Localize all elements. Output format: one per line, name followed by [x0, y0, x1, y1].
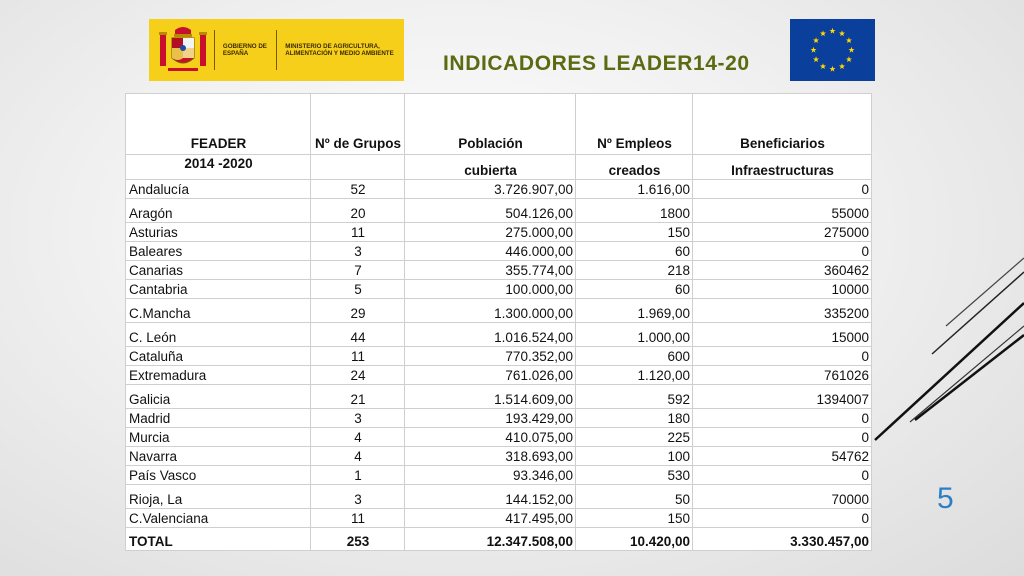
grupos-cell: 1 — [311, 466, 405, 485]
empleos-cell: 150 — [576, 509, 693, 528]
region-cell: Aragón — [126, 199, 311, 223]
region-cell: Andalucía — [126, 180, 311, 199]
header-empleos: Nº Empleos — [576, 94, 693, 155]
empleos-cell: 100 — [576, 447, 693, 466]
region-cell: Murcia — [126, 428, 311, 447]
empleos-cell: 60 — [576, 242, 693, 261]
beneficiarios-cell: 360462 — [693, 261, 872, 280]
poblacion-cell: 417.495,00 — [405, 509, 576, 528]
beneficiarios-cell: 761026 — [693, 366, 872, 385]
poblacion-cell: 318.693,00 — [405, 447, 576, 466]
grupos-cell: 24 — [311, 366, 405, 385]
grupos-cell: 3 — [311, 409, 405, 428]
poblacion-cell: 446.000,00 — [405, 242, 576, 261]
page-number: 5 — [937, 482, 954, 515]
header-grupos: Nº de Grupos — [311, 94, 405, 155]
grupos-cell: 11 — [311, 223, 405, 242]
empleos-cell: 180 — [576, 409, 693, 428]
header-beneficiarios: Beneficiarios — [693, 94, 872, 155]
region-cell: País Vasco — [126, 466, 311, 485]
poblacion-cell: 100.000,00 — [405, 280, 576, 299]
empleos-cell: 225 — [576, 428, 693, 447]
beneficiarios-cell: 10000 — [693, 280, 872, 299]
region-cell: Baleares — [126, 242, 311, 261]
empleos-cell: 150 — [576, 223, 693, 242]
total-cell: 3.330.457,00 — [693, 528, 872, 551]
poblacion-cell: 355.774,00 — [405, 261, 576, 280]
gobierno-label: GOBIERNO DE ESPAÑA — [222, 43, 267, 57]
ministerio-label: MINISTERIO DE AGRICULTURA, ALIMENTACIÓN Y MEDIO AMBIENTE — [285, 43, 394, 57]
empleos-cell: 50 — [576, 485, 693, 509]
poblacion-cell: 144.152,00 — [405, 485, 576, 509]
grupos-cell: 4 — [311, 447, 405, 466]
grupos-cell: 3 — [311, 242, 405, 261]
grupos-cell: 11 — [311, 509, 405, 528]
grupos-cell: 21 — [311, 385, 405, 409]
beneficiarios-cell: 55000 — [693, 199, 872, 223]
poblacion-cell: 770.352,00 — [405, 347, 576, 366]
region-cell: Cataluña — [126, 347, 311, 366]
header-infraestructuras: Infraestructuras — [693, 155, 872, 180]
empleos-cell: 1.969,00 — [576, 299, 693, 323]
grupos-cell: 11 — [311, 347, 405, 366]
grupos-cell: 7 — [311, 261, 405, 280]
beneficiarios-cell: 1394007 — [693, 385, 872, 409]
empleos-cell: 1.000,00 — [576, 323, 693, 347]
beneficiarios-cell: 0 — [693, 466, 872, 485]
beneficiarios-cell: 335200 — [693, 299, 872, 323]
poblacion-cell: 410.075,00 — [405, 428, 576, 447]
empleos-cell: 1.120,00 — [576, 366, 693, 385]
empleos-cell: 60 — [576, 280, 693, 299]
beneficiarios-cell: 70000 — [693, 485, 872, 509]
region-cell: C.Mancha — [126, 299, 311, 323]
region-cell: Galicia — [126, 385, 311, 409]
poblacion-cell: 504.126,00 — [405, 199, 576, 223]
beneficiarios-cell: 0 — [693, 409, 872, 428]
empleos-cell: 218 — [576, 261, 693, 280]
region-cell: Asturias — [126, 223, 311, 242]
region-cell: Cantabria — [126, 280, 311, 299]
grupos-cell: 3 — [311, 485, 405, 509]
region-cell: C. León — [126, 323, 311, 347]
grupos-cell: 29 — [311, 299, 405, 323]
empleos-cell: 592 — [576, 385, 693, 409]
beneficiarios-cell: 0 — [693, 509, 872, 528]
poblacion-cell: 1.300.000,00 — [405, 299, 576, 323]
region-cell: Extremadura — [126, 366, 311, 385]
region-cell: Madrid — [126, 409, 311, 428]
total-cell: 253 — [311, 528, 405, 551]
total-cell: 12.347.508,00 — [405, 528, 576, 551]
poblacion-cell: 275.000,00 — [405, 223, 576, 242]
region-cell: C.Valenciana — [126, 509, 311, 528]
grupos-cell: 44 — [311, 323, 405, 347]
region-cell: Rioja, La — [126, 485, 311, 509]
empleos-cell: 530 — [576, 466, 693, 485]
poblacion-cell: 761.026,00 — [405, 366, 576, 385]
page-title: INDICADORES LEADER14-20 — [443, 52, 750, 75]
empleos-cell: 600 — [576, 347, 693, 366]
grupos-cell: 20 — [311, 199, 405, 223]
total-cell: TOTAL — [126, 528, 311, 551]
grupos-cell: 4 — [311, 428, 405, 447]
beneficiarios-cell: 0 — [693, 428, 872, 447]
header-feader: FEADER — [126, 94, 311, 155]
header-cubierta: cubierta — [405, 155, 576, 180]
poblacion-cell: 193.429,00 — [405, 409, 576, 428]
header-poblacion: Población — [405, 94, 576, 155]
header-period: 2014 -2020 — [126, 155, 311, 180]
beneficiarios-cell: 15000 — [693, 323, 872, 347]
empleos-cell: 1800 — [576, 199, 693, 223]
region-cell: Navarra — [126, 447, 311, 466]
total-cell: 10.420,00 — [576, 528, 693, 551]
beneficiarios-cell: 54762 — [693, 447, 872, 466]
beneficiarios-cell: 0 — [693, 347, 872, 366]
beneficiarios-cell: 0 — [693, 180, 872, 199]
grupos-cell: 5 — [311, 280, 405, 299]
poblacion-cell: 1.514.609,00 — [405, 385, 576, 409]
beneficiarios-cell: 0 — [693, 242, 872, 261]
grupos-cell: 52 — [311, 180, 405, 199]
poblacion-cell: 1.016.524,00 — [405, 323, 576, 347]
poblacion-cell: 3.726.907,00 — [405, 180, 576, 199]
empleos-cell: 1.616,00 — [576, 180, 693, 199]
poblacion-cell: 93.346,00 — [405, 466, 576, 485]
region-cell: Canarias — [126, 261, 311, 280]
beneficiarios-cell: 275000 — [693, 223, 872, 242]
header-creados: creados — [576, 155, 693, 180]
